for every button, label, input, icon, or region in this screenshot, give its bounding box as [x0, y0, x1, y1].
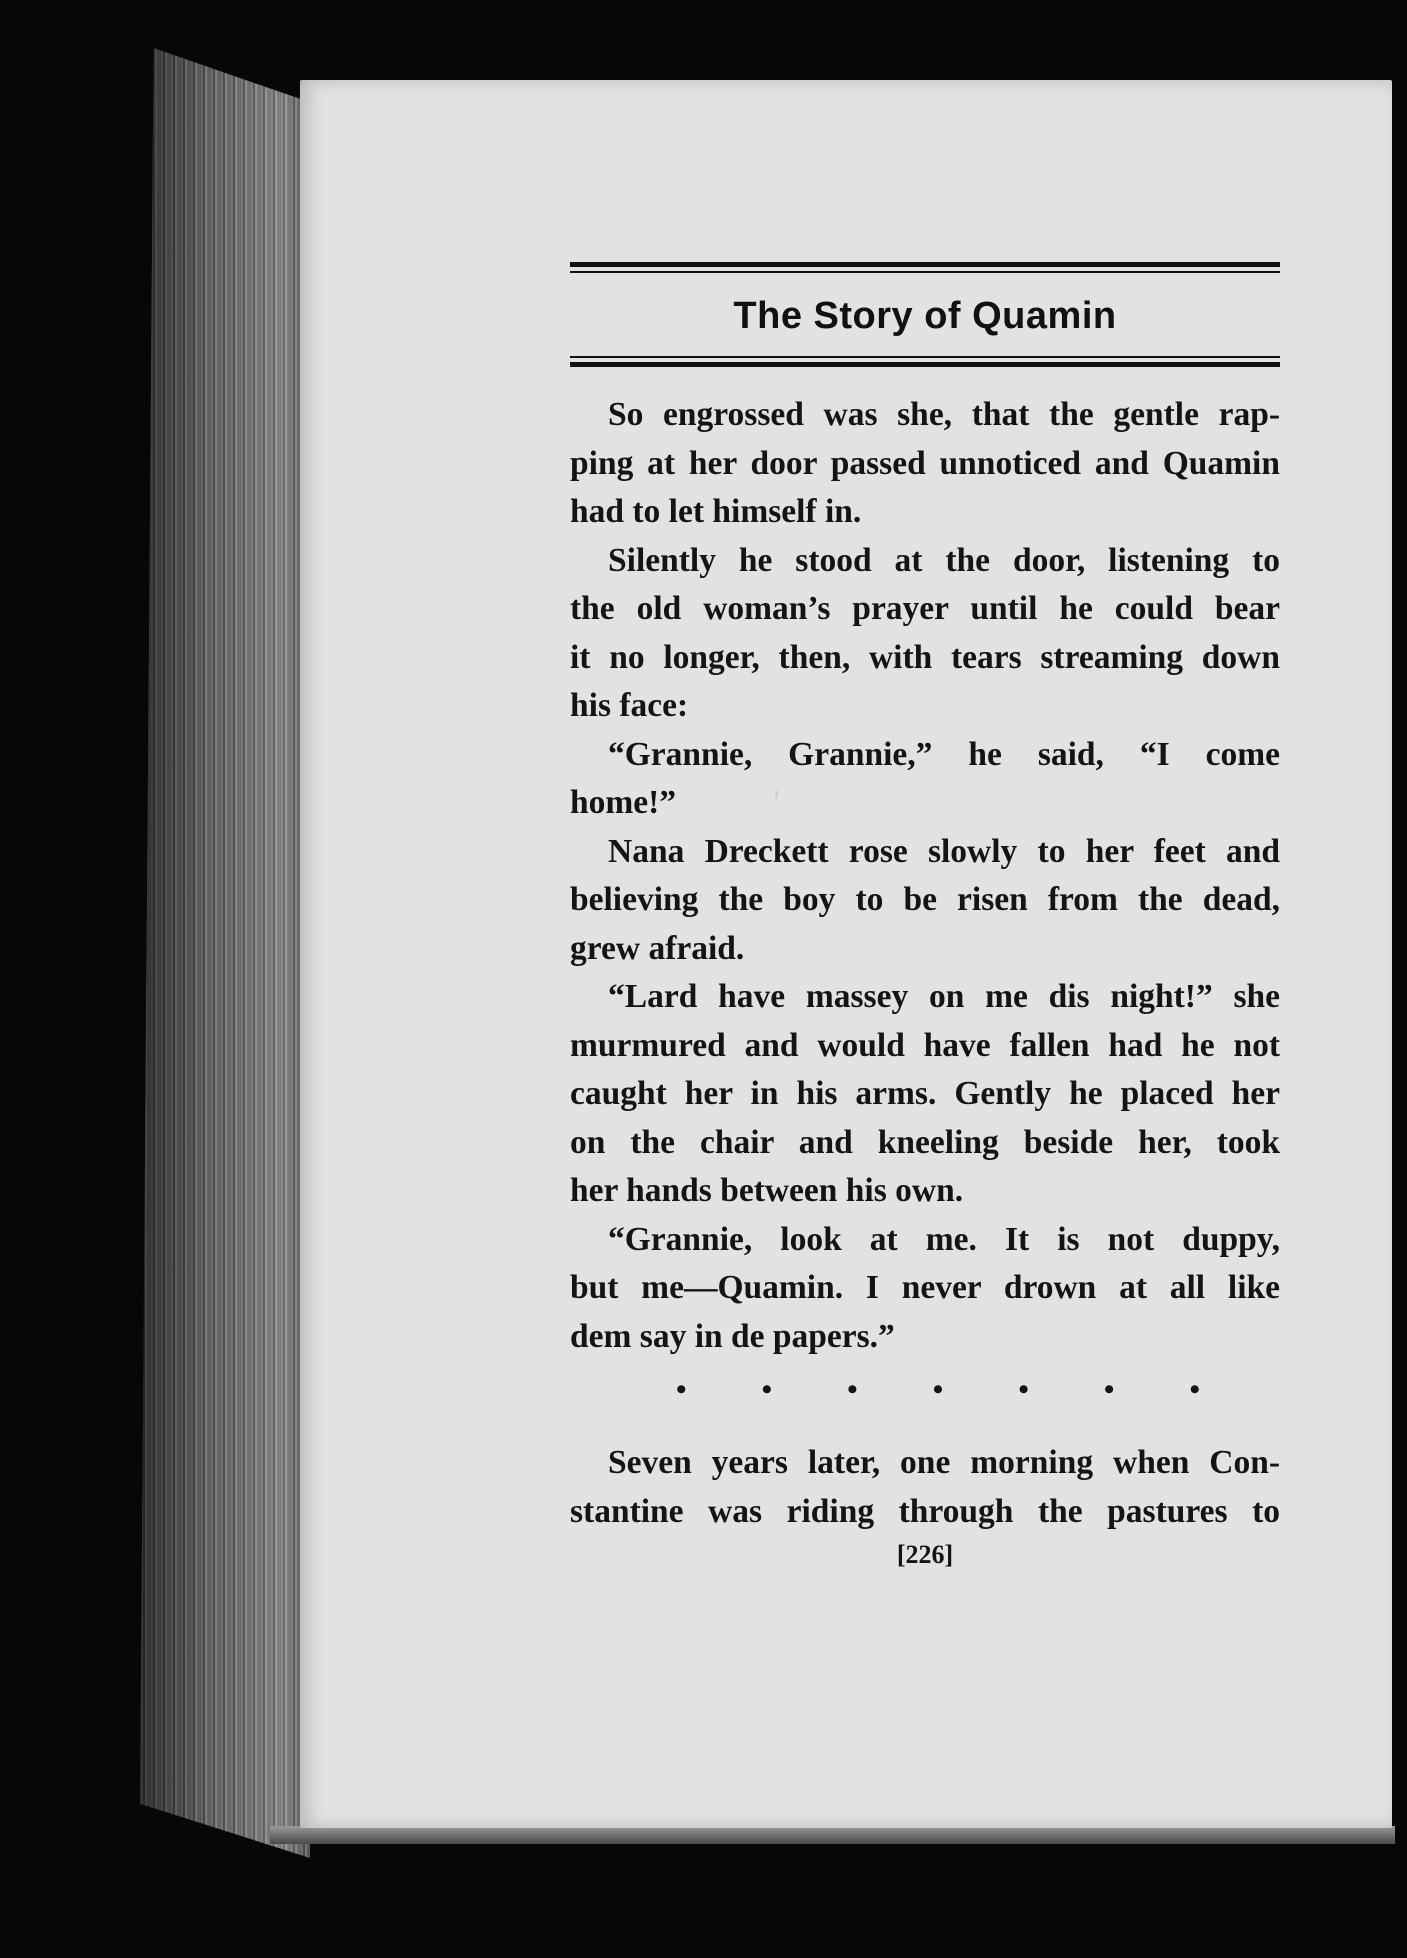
rule-thick: [570, 262, 1280, 267]
paragraph-7: [570, 1439, 1280, 1536]
text-line: “Grannie, look at me. It is not duppy,: [608, 1220, 1280, 1258]
text-line: Silently he stood at the door, listening to: [608, 541, 1280, 579]
text-line: his face:: [570, 687, 689, 724]
paragraph-2: [570, 537, 1280, 731]
page-bottom-edge: [270, 1826, 1395, 1844]
paragraph-5: [570, 973, 1280, 1216]
paragraph-3: [570, 731, 1280, 828]
text-line: ping at her door passed unnoticed and Quamin: [570, 444, 1280, 482]
text-line: believing the boy to be risen from the dead,: [570, 881, 1280, 918]
text-line: it no longer, then, with tears streaming down: [570, 638, 1280, 676]
text-line: home!”: [570, 784, 677, 821]
section-break-dot: •: [676, 1373, 687, 1406]
section-break-dot: •: [1189, 1373, 1200, 1406]
paragraph-1: [570, 391, 1280, 537]
section-break-dot: •: [932, 1373, 944, 1406]
text-line: had to let himself in.: [570, 493, 862, 530]
text-line: “Lard have massey on me dis night!” she: [608, 978, 1280, 1015]
text-line: the old woman’s prayer until he could bear: [570, 590, 1280, 627]
text-line: stantine was riding through the pastures to: [570, 1492, 1280, 1530]
page-content: [570, 262, 1280, 1570]
text-line: dem say in de papers.”: [570, 1317, 895, 1355]
text-line: So engrossed was she, that the gentle rap-: [608, 396, 1280, 433]
text-line: on the chair and kneeling beside her, took: [570, 1123, 1280, 1161]
text-line: Seven years later, one morning when Con-: [608, 1444, 1280, 1481]
section-break-dot: •: [847, 1373, 858, 1406]
rule-thin: [570, 271, 1280, 273]
text-line: grew afraid.: [570, 929, 745, 967]
section-break-dot: •: [761, 1373, 773, 1406]
text-line: Nana Dreckett rose slowly to her feet and: [608, 832, 1280, 870]
running-head: The Story of Quamin: [733, 295, 1117, 337]
paragraph-6: [570, 1216, 1280, 1362]
section-break-dot: •: [1103, 1373, 1115, 1406]
section-break: [570, 1375, 1280, 1405]
body-text: [570, 391, 1280, 1536]
rule-thick: [570, 362, 1280, 367]
text-line: but me—Quamin. I never drown at all like: [570, 1269, 1280, 1306]
page-number: [226]: [896, 1540, 954, 1569]
rule-thin: [570, 356, 1280, 358]
text-line: “Grannie, Grannie,” he said, “I come: [608, 735, 1280, 773]
text-line: caught her in his arms. Gently he placed her: [570, 1075, 1280, 1112]
text-line: her hands between his own.: [570, 1172, 964, 1209]
header-rules-bottom: [570, 356, 1280, 367]
text-line: murmured and would have fallen had he not: [570, 1026, 1280, 1064]
header-rules-top: [570, 262, 1280, 273]
paragraph-4: [570, 828, 1280, 974]
section-break-dot: •: [1018, 1373, 1029, 1406]
page-edges-shade: [140, 48, 310, 1858]
